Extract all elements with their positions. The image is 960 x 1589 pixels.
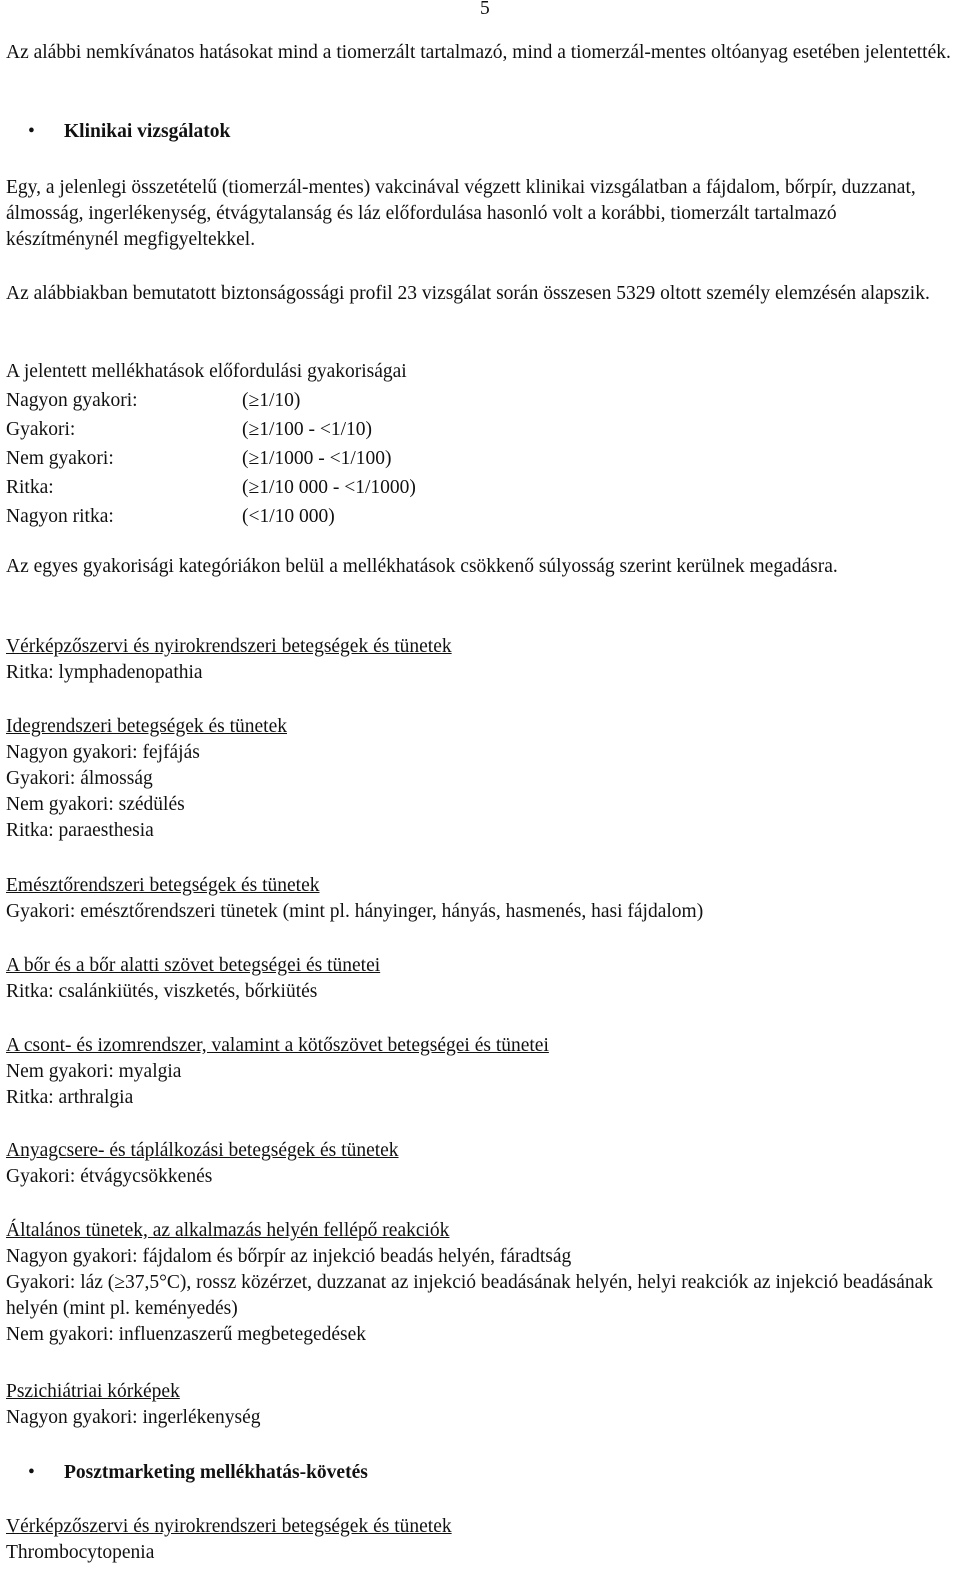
category-heading: Pszichiátriai kórképek: [6, 1381, 180, 1402]
category-line: Gyakori: álmosság: [6, 768, 153, 789]
category-line: Ritka: paraesthesia: [6, 820, 154, 841]
frequency-label: Nagyon gyakori:: [6, 390, 138, 411]
category-block-general: [6, 1218, 952, 1348]
category-block-metabolism: [6, 1138, 952, 1190]
category-line: Ritka: csalánkiütés, viszketés, bőrkiütés: [6, 981, 318, 1002]
category-line: Ritka: lymphadenopathia: [6, 662, 203, 683]
frequency-label: Nagyon ritka:: [6, 506, 114, 527]
category-heading: Emésztőrendszeri betegségek és tünetek: [6, 875, 320, 896]
section-title: Klinikai vizsgálatok: [64, 121, 231, 142]
frequency-label: Gyakori:: [6, 419, 76, 440]
frequency-value: (≥1/10): [242, 390, 301, 411]
category-line: Nem gyakori: influenzaszerű megbetegedések: [6, 1324, 367, 1345]
frequency-row: [6, 475, 952, 504]
category-heading: Vérképzőszervi és nyirokrendszeri betegségek és tünetek: [6, 1516, 452, 1537]
frequency-value: (<1/10 000): [242, 506, 335, 527]
category-heading: Idegrendszeri betegségek és tünetek: [6, 716, 287, 737]
frequency-heading: A jelentett mellékhatások előfordulási gyakoriságai: [6, 361, 407, 382]
bullet-icon: •: [28, 1462, 35, 1483]
category-block-skin: [6, 953, 952, 1005]
frequency-row: [6, 504, 952, 533]
category-line: Nagyon gyakori: fájdalom és bőrpír az injekció beadás helyén, fáradtság: [6, 1246, 572, 1267]
category-line: Ritka: arthralgia: [6, 1087, 134, 1108]
frequency-label: Ritka:: [6, 477, 54, 498]
frequency-row: [6, 446, 952, 475]
clinical-paragraph-2: Az alábbiakban bemutatott biztonságossági profil 23 vizsgálat során összesen 5329 oltott személy elemzésén alapszik.: [6, 283, 930, 304]
category-block-blood: [6, 634, 952, 686]
postmarketing-block: [6, 1514, 952, 1566]
frequency-value: (≥1/100 - <1/10): [242, 419, 373, 440]
frequency-value: (≥1/10 000 - <1/1000): [242, 477, 416, 498]
page-number: 5: [480, 0, 490, 19]
clinical-paragraph-1: Egy, a jelenlegi összetételű (tiomerzál-mentes) vakcinával végzett klinikai vizsgálatban a fájdalom, bőrpír, duzzanat, álmosság, ingerlékenység, étvágytalanság és láz előfordulása hasonló volt a korábbi, tiomerzált tartalmazó készítménynél megfigyeltekkel.: [6, 177, 916, 250]
category-heading: Vérképzőszervi és nyirokrendszeri betegségek és tünetek: [6, 636, 452, 657]
severity-note: Az egyes gyakorisági kategóriákon belül a mellékhatások csökkenő súlyosság szerint kerülnek megadásra.: [6, 556, 838, 577]
category-line: Gyakori: emésztőrendszeri tünetek (mint pl. hányinger, hányás, hasmenés, hasi fájdalom): [6, 901, 704, 922]
category-block-musculo: [6, 1033, 952, 1111]
category-heading: A bőr és a bőr alatti szövet betegségei és tünetei: [6, 955, 381, 976]
category-heading: A csont- és izomrendszer, valamint a kötőszövet betegségei és tünetei: [6, 1035, 549, 1056]
category-block-nervous: [6, 714, 952, 844]
category-heading: Anyagcsere- és táplálkozási betegségek és tünetek: [6, 1140, 399, 1161]
frequency-row: [6, 388, 952, 417]
frequency-label: Nem gyakori:: [6, 448, 114, 469]
frequency-value: (≥1/1000 - <1/100): [242, 448, 392, 469]
category-line: Gyakori: láz (≥37,5°C), rossz közérzet, duzzanat az injekció beadásának helyén, helyi reakciók az injekció beadásának helyén (mint pl. keményedés): [6, 1272, 934, 1319]
category-line: Thrombocytopenia: [6, 1542, 155, 1563]
bullet-icon: •: [28, 121, 35, 142]
category-line: Gyakori: étvágycsökkenés: [6, 1166, 213, 1187]
intro-paragraph: Az alábbi nemkívánatos hatásokat mind a tiomerzált tartalmazó, mind a tiomerzál-mentes oltóanyag esetében jelentették.: [6, 42, 951, 63]
category-block-gastro: [6, 873, 952, 925]
category-heading: Általános tünetek, az alkalmazás helyén fellépő reakciók: [6, 1220, 450, 1241]
section-title: Posztmarketing mellékhatás-követés: [64, 1462, 368, 1483]
category-line: Nagyon gyakori: ingerlékenység: [6, 1407, 261, 1428]
frequency-block: [6, 359, 952, 533]
category-line: Nem gyakori: myalgia: [6, 1061, 182, 1082]
category-block-psychiatric: [6, 1379, 952, 1431]
category-line: Nem gyakori: szédülés: [6, 794, 185, 815]
category-line: Nagyon gyakori: fejfájás: [6, 742, 200, 763]
frequency-row: [6, 417, 952, 446]
